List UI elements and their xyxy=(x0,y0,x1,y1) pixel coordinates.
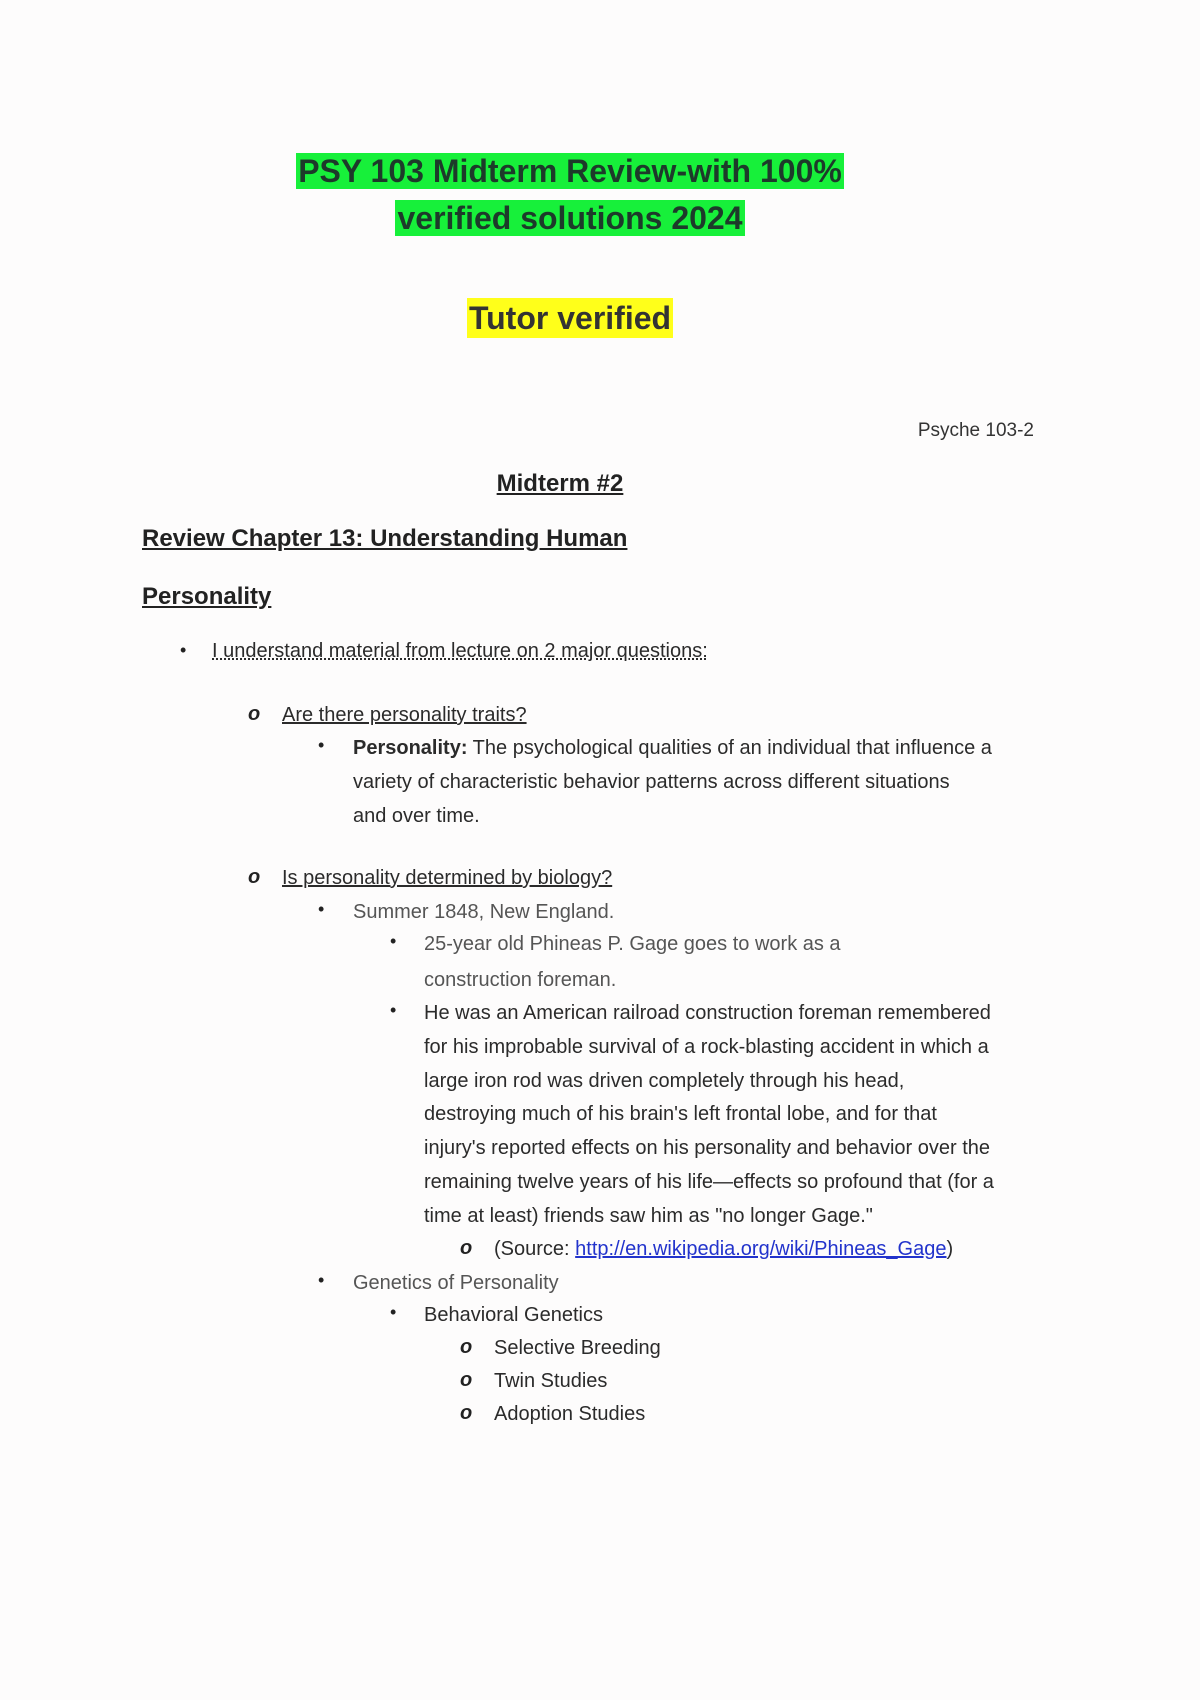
behavioral-genetics: Behavioral Genetics xyxy=(424,1304,603,1326)
gage-fact-2-line-3: large iron rod was driven completely through his head, xyxy=(424,1070,905,1092)
gage-fact-2-line-2: for his improbable survival of a rock-blasting accident in which a xyxy=(424,1036,989,1058)
title-line-2: verified solutions 2024 xyxy=(397,200,743,236)
genetics-of-personality: Genetics of Personality xyxy=(353,1272,559,1294)
circle-bullet: o xyxy=(460,1369,473,1391)
tutor-badge xyxy=(0,300,1140,337)
course-code: Psyche 103-2 xyxy=(917,420,1034,441)
summer-1848: Summer 1848, New England. xyxy=(353,901,615,923)
question-1: Are there personality traits? xyxy=(282,704,527,726)
personality-definition-line-1 xyxy=(353,731,992,765)
circle-bullet: o xyxy=(460,1336,473,1358)
method-adoption-studies: Adoption Studies xyxy=(494,1403,646,1425)
source-suffix: ) xyxy=(946,1238,954,1260)
midterm-heading: Midterm #2 xyxy=(496,470,624,497)
gage-fact-2-line-1: He was an American railroad construction foreman remembered xyxy=(424,1002,991,1024)
gage-fact-2-line-5: injury's reported effects on his personality and behavior over the xyxy=(424,1137,990,1159)
bullet-dot: • xyxy=(318,735,325,755)
bullet-dot: • xyxy=(390,1302,397,1322)
review-heading: Review Chapter 13: Understanding Human xyxy=(142,525,628,552)
circle-bullet: o xyxy=(248,703,261,725)
personality-term: Personality: xyxy=(353,737,468,759)
intro-bullet-text: I understand material from lecture on 2 major questions: xyxy=(212,640,708,662)
personality-definition-line-3: and over time. xyxy=(353,805,480,827)
question-2: Is personality determined by biology? xyxy=(282,867,613,889)
bullet-dot: • xyxy=(390,1000,397,1020)
bullet-dot: • xyxy=(390,931,397,951)
bullet-dot: • xyxy=(180,640,187,660)
gage-fact-1-line-2: construction foreman. xyxy=(424,969,617,991)
personality-definition-text: The psychological qualities of an individual that influence a xyxy=(467,737,992,759)
source-prefix: (Source: xyxy=(494,1238,576,1260)
circle-bullet: o xyxy=(248,866,261,888)
bullet-dot: • xyxy=(318,1270,325,1290)
gage-fact-2-line-7: time at least) friends saw him as "no longer Gage." xyxy=(424,1205,873,1227)
gage-fact-1-line-1: 25-year old Phineas P. Gage goes to work as a xyxy=(424,933,841,955)
personality-definition-line-2: variety of characteristic behavior patterns across different situations xyxy=(353,771,950,793)
gage-fact-2-line-6: remaining twelve years of his life—effects so profound that (for a xyxy=(424,1171,994,1193)
bullet-dot: • xyxy=(318,899,325,919)
document-title xyxy=(0,148,1140,242)
personality-heading: Personality xyxy=(142,583,272,610)
method-twin-studies: Twin Studies xyxy=(494,1370,608,1392)
title-line-1: PSY 103 Midterm Review-with 100% xyxy=(298,153,842,189)
gage-fact-2-line-4: destroying much of his brain's left frontal lobe, and for that xyxy=(424,1103,937,1125)
circle-bullet: o xyxy=(460,1402,473,1424)
circle-bullet: o xyxy=(460,1237,473,1259)
tutor-verified-label: Tutor verified xyxy=(468,300,672,336)
method-selective-breeding: Selective Breeding xyxy=(494,1337,661,1359)
wikipedia-link[interactable]: http://en.wikipedia.org/wiki/Phineas_Gage xyxy=(575,1238,947,1260)
source-citation xyxy=(494,1232,953,1266)
